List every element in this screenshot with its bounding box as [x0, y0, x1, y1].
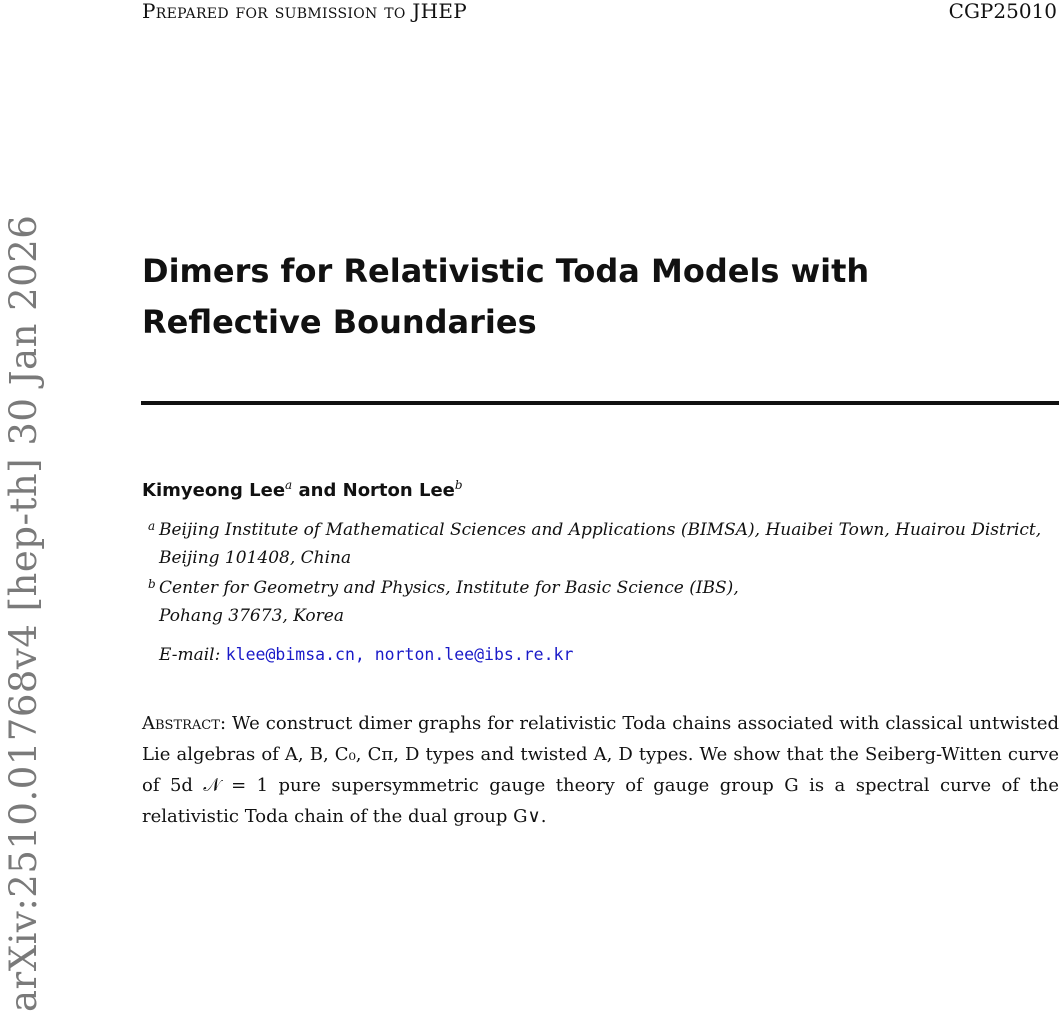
arxiv-stamp[interactable]: arXiv:2510.01768v4 [hep-th] 30 Jan 2026	[2, 214, 45, 1012]
affiliation-text: Beijing Institute of Mathematical Sciences and Applications (BIMSA), Huaibei Town, Huairou District, Beijing 101408, China	[159, 520, 1042, 568]
affiliation-mark: a	[285, 478, 293, 492]
author-name: Norton Lee	[342, 480, 455, 501]
affiliation	[148, 516, 1059, 572]
author-name: Kimyeong Lee	[142, 480, 286, 501]
report-number: CGP25010	[948, 0, 1057, 23]
affiliation-line: Center for Geometry and Physics, Institute for Basic Science (IBS),	[159, 578, 739, 598]
affiliation-mark: b	[454, 478, 463, 492]
email-line	[159, 645, 573, 665]
author-joiner: and	[298, 480, 337, 501]
affiliation-mark: a	[148, 519, 156, 533]
paper-title: Dimers for Relativistic Toda Models with Reflective Boundaries	[142, 252, 870, 341]
journal-header: Prepared for submission to JHEP	[142, 0, 467, 23]
title-rule	[141, 401, 1059, 405]
author-list	[142, 478, 463, 501]
email-label: E-mail:	[159, 645, 221, 665]
abstract-text: : We construct dimer graphs for relativistic Toda chains associated with classical untwisted Lie algebras of A, B, C₀, Cπ, D types and twisted A, D types. We show that the Seiberg-Witten curve of 5d 𝒩 = 1 pure supersymmetric gauge theory of gauge group G is a spectral curve of the relativistic Toda chain of the dual group G∨.	[142, 713, 1059, 827]
abstract-label: Abstract	[142, 713, 220, 734]
abstract	[142, 708, 1059, 832]
affiliation-mark: b	[148, 577, 156, 591]
affiliation	[148, 574, 848, 630]
email-link[interactable]: klee@bimsa.cn, norton.lee@ibs.re.kr	[225, 645, 574, 664]
affiliation-line: Pohang 37673, Korea	[159, 606, 344, 626]
